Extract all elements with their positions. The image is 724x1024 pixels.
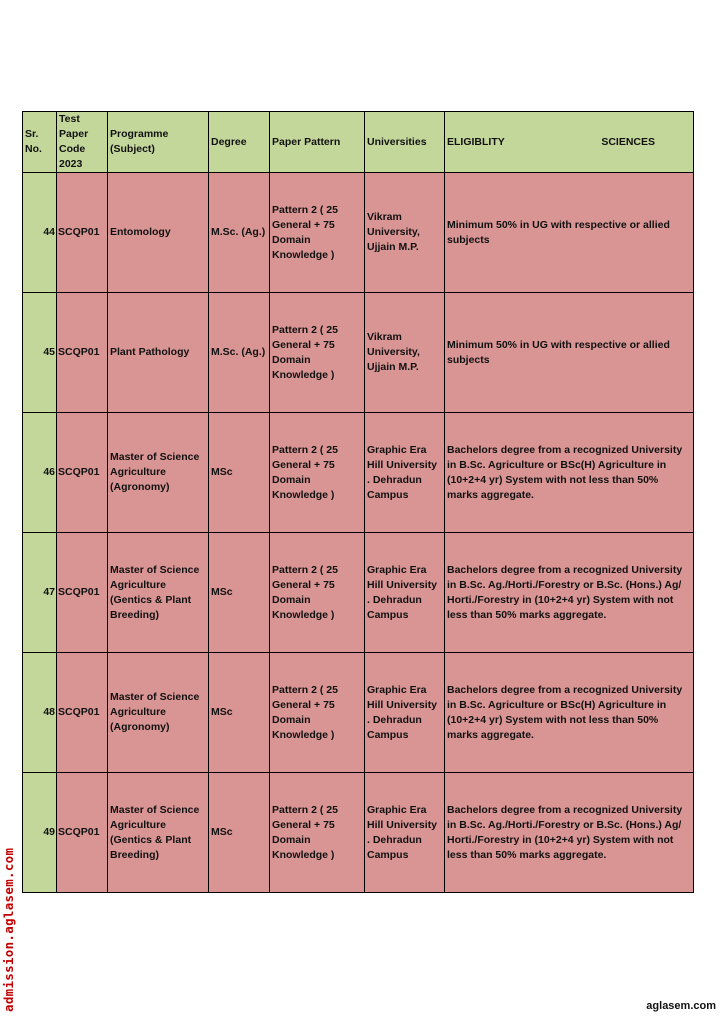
cell-university: Graphic Era Hill University . Dehradun Campus bbox=[365, 533, 445, 653]
cell-eligibility: Bachelors degree from a recognized University in B.Sc. Ag./Horti./Forestry or B.Sc. (Hons.) Ag/ Horti./Forestry in (10+2+4 yr) System with not less than 50% marks aggregate. bbox=[445, 533, 694, 653]
cell-pattern: Pattern 2 ( 25 General + 75 Domain Knowledge ) bbox=[270, 773, 365, 893]
cell-degree: M.Sc. (Ag.) bbox=[209, 293, 270, 413]
cell-eligibility: Bachelors degree from a recognized University in B.Sc. Ag./Horti./Forestry or B.Sc. (Hons.) Ag/ Horti./Forestry in (10+2+4 yr) System with not less than 50% marks aggregate. bbox=[445, 773, 694, 893]
watermark-url: admission.aglasem.com bbox=[1, 847, 16, 1012]
cell-eligibility: Bachelors degree from a recognized University in B.Sc. Agriculture or BSc(H) Agriculture in (10+2+4 yr) System with not less than 50% marks aggregate. bbox=[445, 653, 694, 773]
header-row bbox=[23, 112, 694, 173]
cell-degree: MSc bbox=[209, 413, 270, 533]
table-row bbox=[23, 533, 694, 653]
eligibility-table bbox=[22, 111, 694, 893]
cell-code: SCQP01 bbox=[57, 533, 108, 653]
cell-university: Vikram University, Ujjain M.P. bbox=[365, 293, 445, 413]
cell-university: Vikram University, Ujjain M.P. bbox=[365, 173, 445, 293]
cell-pattern: Pattern 2 ( 25 General + 75 Domain Knowledge ) bbox=[270, 653, 365, 773]
header-section-label: SCIENCES bbox=[601, 135, 655, 148]
cell-programme: Plant Pathology bbox=[108, 293, 209, 413]
cell-eligibility: Minimum 50% in UG with respective or allied subjects bbox=[445, 173, 694, 293]
table-row bbox=[23, 293, 694, 413]
header-degree: Degree bbox=[209, 112, 270, 173]
cell-sr: 47 bbox=[23, 533, 57, 653]
header-eligibility-label: ELIGIBLITY bbox=[447, 135, 505, 148]
cell-code: SCQP01 bbox=[57, 293, 108, 413]
header-pattern: Paper Pattern bbox=[270, 112, 365, 173]
cell-programme: Master of Science Agriculture (Gentics & Plant Breeding) bbox=[108, 533, 209, 653]
cell-sr: 48 bbox=[23, 653, 57, 773]
cell-university: Graphic Era Hill University . Dehradun Campus bbox=[365, 413, 445, 533]
header-universities: Universities bbox=[365, 112, 445, 173]
header-eligibility bbox=[445, 112, 694, 173]
cell-eligibility: Minimum 50% in UG with respective or allied subjects bbox=[445, 293, 694, 413]
table-row bbox=[23, 773, 694, 893]
footer-site: aglasem.com bbox=[646, 1000, 716, 1012]
cell-code: SCQP01 bbox=[57, 653, 108, 773]
cell-degree: MSc bbox=[209, 533, 270, 653]
cell-pattern: Pattern 2 ( 25 General + 75 Domain Knowledge ) bbox=[270, 533, 365, 653]
cell-programme: Master of Science Agriculture (Gentics & Plant Breeding) bbox=[108, 773, 209, 893]
header-sr: Sr. No. bbox=[23, 112, 57, 173]
cell-degree: M.Sc. (Ag.) bbox=[209, 173, 270, 293]
cell-sr: 45 bbox=[23, 293, 57, 413]
cell-pattern: Pattern 2 ( 25 General + 75 Domain Knowledge ) bbox=[270, 413, 365, 533]
header-programme: Programme (Subject) bbox=[108, 112, 209, 173]
table-row bbox=[23, 653, 694, 773]
cell-programme: Entomology bbox=[108, 173, 209, 293]
cell-university: Graphic Era Hill University . Dehradun Campus bbox=[365, 653, 445, 773]
table-row bbox=[23, 413, 694, 533]
cell-pattern: Pattern 2 ( 25 General + 75 Domain Knowledge ) bbox=[270, 293, 365, 413]
cell-sr: 46 bbox=[23, 413, 57, 533]
cell-programme: Master of Science Agriculture (Agronomy) bbox=[108, 413, 209, 533]
cell-sr: 44 bbox=[23, 173, 57, 293]
cell-code: SCQP01 bbox=[57, 413, 108, 533]
cell-code: SCQP01 bbox=[57, 173, 108, 293]
cell-pattern: Pattern 2 ( 25 General + 75 Domain Knowledge ) bbox=[270, 173, 365, 293]
table-row bbox=[23, 173, 694, 293]
cell-programme: Master of Science Agriculture (Agronomy) bbox=[108, 653, 209, 773]
cell-university: Graphic Era Hill University . Dehradun Campus bbox=[365, 773, 445, 893]
cell-degree: MSc bbox=[209, 653, 270, 773]
cell-eligibility: Bachelors degree from a recognized University in B.Sc. Agriculture or BSc(H) Agriculture in (10+2+4 yr) System with not less than 50% marks aggregate. bbox=[445, 413, 694, 533]
cell-sr: 49 bbox=[23, 773, 57, 893]
header-code: Test Paper Code 2023 bbox=[57, 112, 108, 173]
cell-degree: MSc bbox=[209, 773, 270, 893]
cell-code: SCQP01 bbox=[57, 773, 108, 893]
